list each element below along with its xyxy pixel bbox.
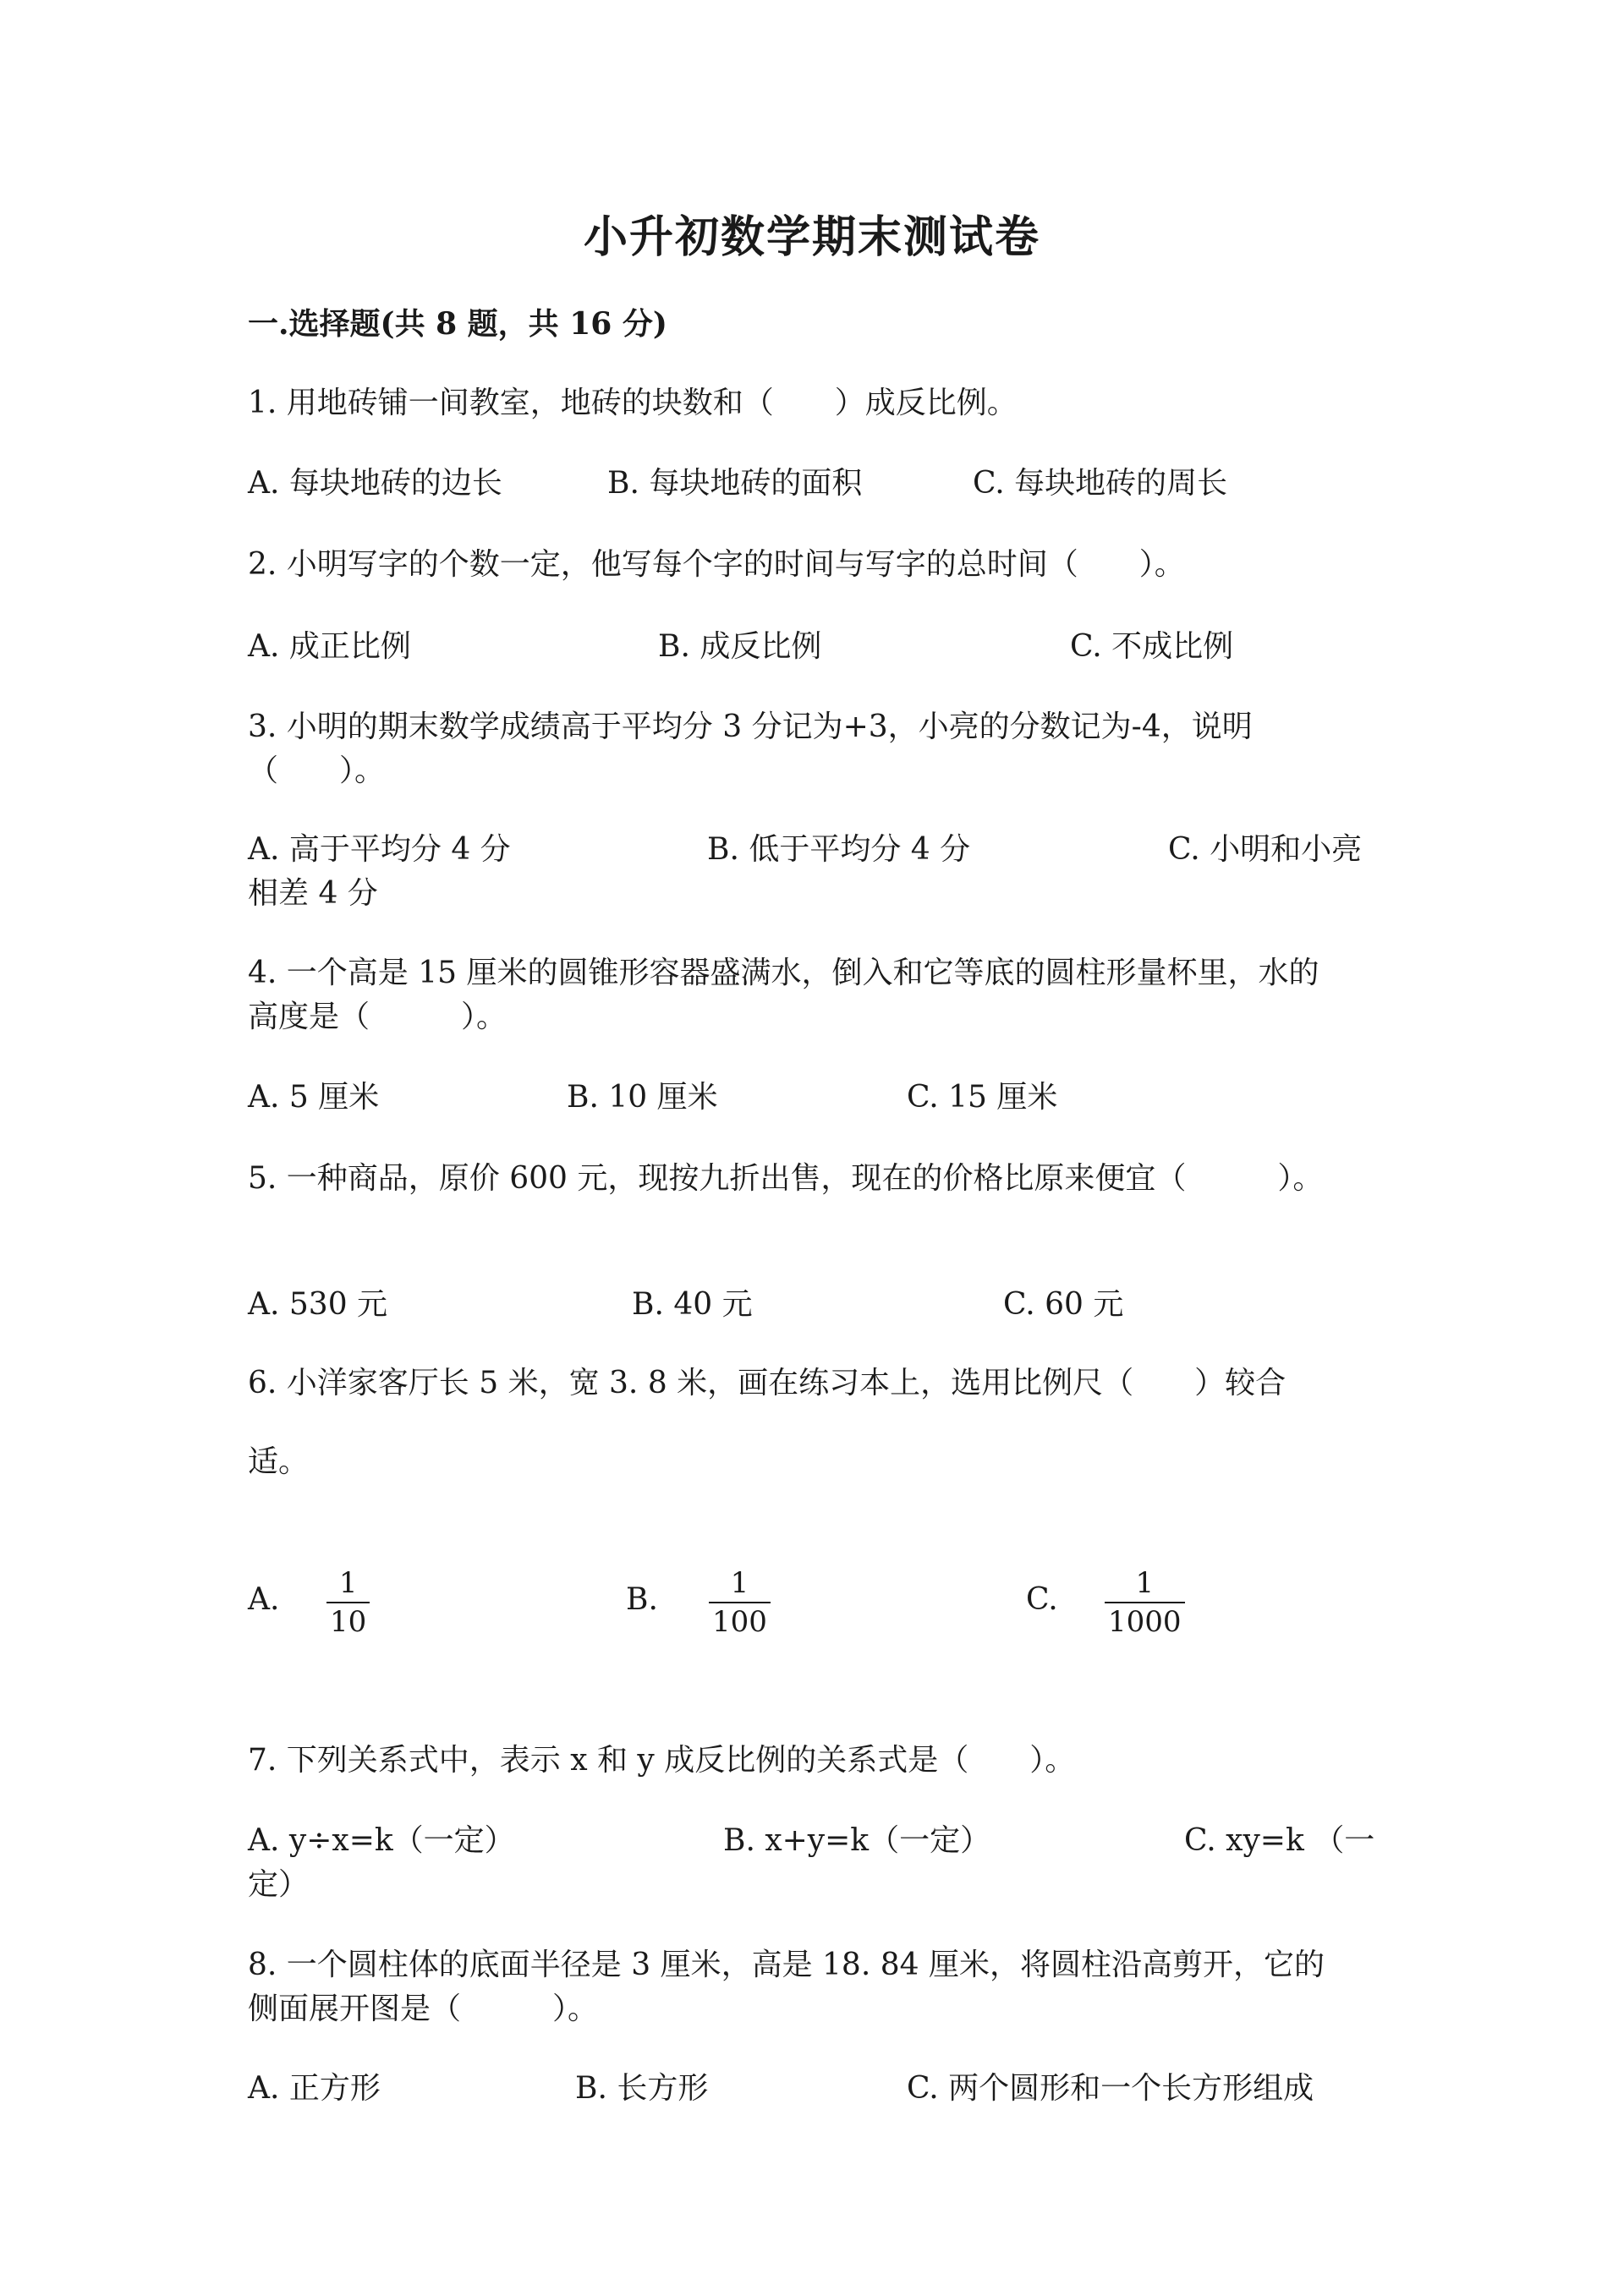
question-7: 7. 下列关系式中，表示 x 和 y 成反比例的关系式是（ ）。	[248, 1743, 1076, 1778]
q6-fraction-b	[709, 1566, 771, 1639]
q8-option-b[interactable]: B. 长方形	[575, 2071, 709, 2106]
q3-option-a[interactable]: A. 高于平均分 4 分	[248, 832, 511, 867]
q7-option-b[interactable]: B. x+y=k（一定）	[723, 1823, 991, 1858]
q6-option-c[interactable]: C.	[1026, 1582, 1058, 1617]
q4-option-c[interactable]: C. 15 厘米	[907, 1080, 1058, 1115]
q6-fraction-a	[326, 1566, 370, 1639]
question-6-line-2: 适。	[248, 1444, 310, 1479]
fraction-denominator: 100	[712, 1605, 767, 1639]
q8-option-c[interactable]: C. 两个圆形和一个长方形组成	[907, 2071, 1314, 2106]
q1-option-a[interactable]: A. 每块地砖的边长	[248, 466, 502, 501]
q5-option-c[interactable]: C. 60 元	[1003, 1287, 1124, 1322]
q2-option-b[interactable]: B. 成反比例	[658, 629, 822, 664]
section-heading: 一.选择题(共 8 题，共 16 分)	[248, 306, 667, 342]
question-3-line-1: 3. 小明的期末数学成绩高于平均分 3 分记为+3，小亮的分数记为-4，说明	[248, 710, 1253, 744]
question-4-line-1: 4. 一个高是 15 厘米的圆锥形容器盛满水，倒入和它等底的圆柱形量杯里，水的	[248, 956, 1320, 990]
q4-option-a[interactable]: A. 5 厘米	[248, 1080, 380, 1115]
q1-option-c[interactable]: C. 每块地砖的周长	[973, 466, 1228, 501]
question-5: 5. 一种商品，原价 600 元，现按九折出售，现在的价格比原来便宜（ ）。	[248, 1161, 1324, 1196]
q5-option-b[interactable]: B. 40 元	[632, 1287, 753, 1322]
fraction-numerator: 1	[338, 1566, 358, 1600]
question-2: 2. 小明写字的个数一定，他写每个字的时间与写字的总时间（ ）。	[248, 547, 1185, 582]
fraction-bar	[1105, 1602, 1185, 1603]
q6-fraction-c	[1105, 1566, 1185, 1639]
q1-option-b[interactable]: B. 每块地砖的面积	[607, 466, 863, 501]
q3-option-b[interactable]: B. 低于平均分 4 分	[707, 832, 971, 867]
question-8-line-1: 8. 一个圆柱体的底面半径是 3 厘米，高是 18. 84 厘米，将圆柱沿高剪开，它的	[248, 1948, 1325, 1982]
q2-option-a[interactable]: A. 成正比例	[248, 629, 411, 664]
question-8-line-2: 侧面展开图是（ ）。	[248, 1992, 599, 2026]
question-1: 1. 用地砖铺一间教室，地砖的块数和（ ）成反比例。	[248, 386, 1018, 420]
q2-option-c[interactable]: C. 不成比例	[1070, 629, 1234, 664]
fraction-denominator: 1000	[1108, 1605, 1182, 1639]
page-title: 小升初数学期末测试卷	[583, 211, 1040, 263]
q4-option-b[interactable]: B. 10 厘米	[567, 1080, 718, 1115]
q6-option-b[interactable]: B.	[626, 1582, 658, 1617]
fraction-bar	[709, 1602, 771, 1603]
q3-option-c[interactable]: C. 小明和小亮	[1168, 832, 1363, 867]
q7-option-c-wrap: 定）	[248, 1867, 310, 1902]
q3-option-c-wrap: 相差 4 分	[248, 876, 378, 911]
q5-option-a[interactable]: A. 530 元	[248, 1287, 388, 1322]
question-6-line-1: 6. 小洋家客厅长 5 米，宽 3. 8 米，画在练习本上，选用比例尺（ ）较合	[248, 1366, 1287, 1400]
fraction-denominator: 10	[330, 1605, 367, 1639]
q7-option-a[interactable]: A. y÷x=k（一定）	[248, 1823, 515, 1858]
q8-option-a[interactable]: A. 正方形	[248, 2071, 381, 2106]
q7-option-c[interactable]: C. xy=k （一	[1184, 1823, 1375, 1858]
fraction-numerator: 1	[1135, 1566, 1155, 1600]
fraction-bar	[326, 1602, 370, 1603]
q6-option-a[interactable]: A.	[248, 1582, 280, 1617]
question-3-line-2: （ ）。	[248, 753, 386, 788]
question-4-line-2: 高度是（ ）。	[248, 1000, 508, 1034]
fraction-numerator: 1	[730, 1566, 749, 1600]
